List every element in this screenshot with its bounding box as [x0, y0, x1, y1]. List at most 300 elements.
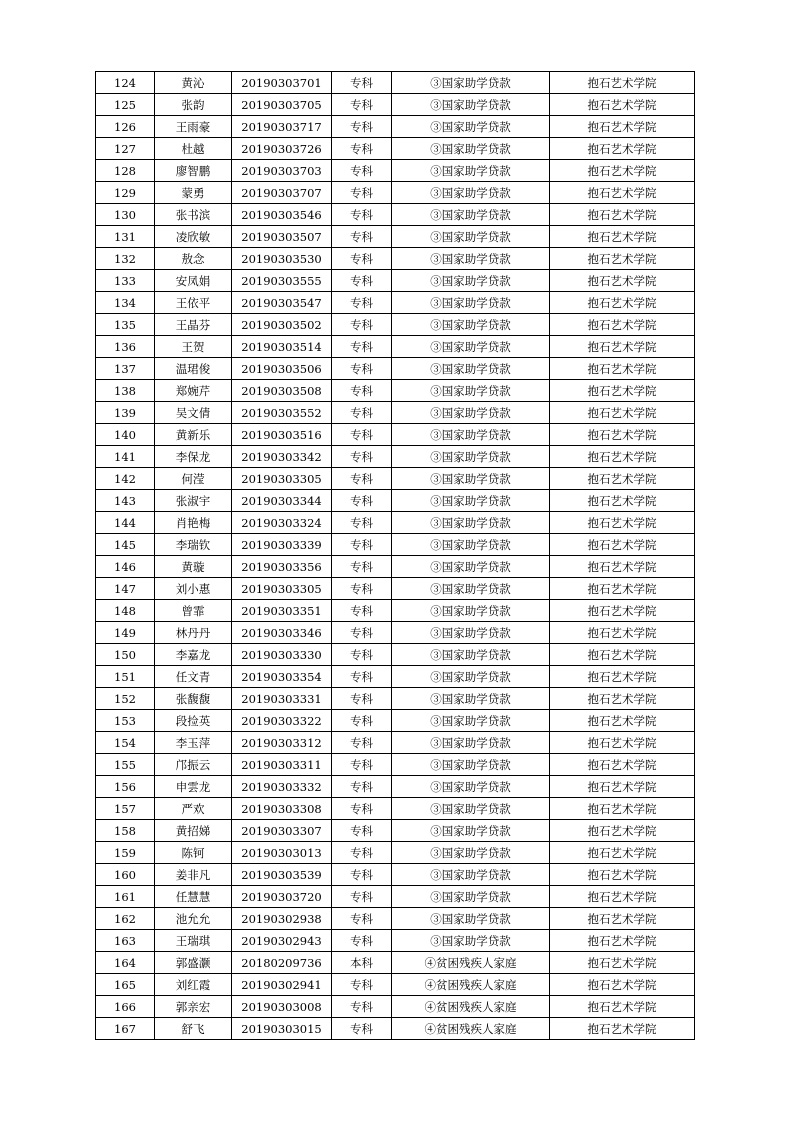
row-number-cell: 130 — [96, 204, 155, 226]
college-cell: 抱石艺术学院 — [550, 622, 695, 644]
aid-category-cell: ③国家助学贷款 — [392, 358, 550, 380]
college-cell: 抱石艺术学院 — [550, 336, 695, 358]
student-name-cell: 李玉萍 — [155, 732, 232, 754]
student-id-cell: 20190303707 — [232, 182, 332, 204]
aid-category-cell: ③国家助学贷款 — [392, 864, 550, 886]
student-name-cell: 黄璇 — [155, 556, 232, 578]
student-id-cell: 20190303331 — [232, 688, 332, 710]
student-id-cell: 20190303344 — [232, 490, 332, 512]
row-number-cell: 163 — [96, 930, 155, 952]
student-name-cell: 黄沁 — [155, 72, 232, 94]
table-row — [96, 842, 695, 864]
degree-level-cell: 专科 — [332, 842, 392, 864]
student-id-cell: 20180209736 — [232, 952, 332, 974]
aid-category-cell: ③国家助学贷款 — [392, 116, 550, 138]
table-row — [96, 688, 695, 710]
student-id-cell: 20190303305 — [232, 468, 332, 490]
college-cell: 抱石艺术学院 — [550, 402, 695, 424]
table-row — [96, 512, 695, 534]
college-cell: 抱石艺术学院 — [550, 732, 695, 754]
row-number-cell: 124 — [96, 72, 155, 94]
degree-level-cell: 专科 — [332, 930, 392, 952]
college-cell: 抱石艺术学院 — [550, 1018, 695, 1040]
student-name-cell: 任文青 — [155, 666, 232, 688]
table-row — [96, 292, 695, 314]
student-name-cell: 陈钶 — [155, 842, 232, 864]
degree-level-cell: 专科 — [332, 292, 392, 314]
row-number-cell: 126 — [96, 116, 155, 138]
college-cell: 抱石艺术学院 — [550, 864, 695, 886]
table-row — [96, 952, 695, 974]
aid-category-cell: ③国家助学贷款 — [392, 424, 550, 446]
student-id-cell: 20190303351 — [232, 600, 332, 622]
row-number-cell: 164 — [96, 952, 155, 974]
table-row — [96, 182, 695, 204]
row-number-cell: 129 — [96, 182, 155, 204]
college-cell: 抱石艺术学院 — [550, 182, 695, 204]
aid-category-cell: ③国家助学贷款 — [392, 886, 550, 908]
student-id-cell: 20190303506 — [232, 358, 332, 380]
student-id-cell: 20190302938 — [232, 908, 332, 930]
degree-level-cell: 专科 — [332, 116, 392, 138]
aid-category-cell: ③国家助学贷款 — [392, 908, 550, 930]
degree-level-cell: 专科 — [332, 908, 392, 930]
college-cell: 抱石艺术学院 — [550, 644, 695, 666]
degree-level-cell: 专科 — [332, 534, 392, 556]
aid-category-cell: ③国家助学贷款 — [392, 644, 550, 666]
student-id-cell: 20190303717 — [232, 116, 332, 138]
aid-category-cell: ③国家助学贷款 — [392, 710, 550, 732]
degree-level-cell: 专科 — [332, 468, 392, 490]
student-id-cell: 20190303330 — [232, 644, 332, 666]
table-row — [96, 600, 695, 622]
student-name-cell: 王雨豪 — [155, 116, 232, 138]
aid-category-cell: ③国家助学贷款 — [392, 930, 550, 952]
student-name-cell: 郭盛灏 — [155, 952, 232, 974]
row-number-cell: 141 — [96, 446, 155, 468]
college-cell: 抱石艺术学院 — [550, 688, 695, 710]
row-number-cell: 151 — [96, 666, 155, 688]
table-row — [96, 798, 695, 820]
aid-category-cell: ③国家助学贷款 — [392, 72, 550, 94]
row-number-cell: 157 — [96, 798, 155, 820]
college-cell: 抱石艺术学院 — [550, 94, 695, 116]
row-number-cell: 154 — [96, 732, 155, 754]
college-cell: 抱石艺术学院 — [550, 930, 695, 952]
college-cell: 抱石艺术学院 — [550, 776, 695, 798]
row-number-cell: 161 — [96, 886, 155, 908]
student-id-cell: 20190303013 — [232, 842, 332, 864]
aid-category-cell: ③国家助学贷款 — [392, 776, 550, 798]
student-name-cell: 舒飞 — [155, 1018, 232, 1040]
student-id-cell: 20190303555 — [232, 270, 332, 292]
student-name-cell: 温珺俊 — [155, 358, 232, 380]
degree-level-cell: 专科 — [332, 644, 392, 666]
degree-level-cell: 专科 — [332, 226, 392, 248]
row-number-cell: 158 — [96, 820, 155, 842]
degree-level-cell: 专科 — [332, 754, 392, 776]
aid-category-cell: ④贫困残疾人家庭 — [392, 952, 550, 974]
degree-level-cell: 专科 — [332, 72, 392, 94]
college-cell: 抱石艺术学院 — [550, 556, 695, 578]
student-id-cell: 20190303324 — [232, 512, 332, 534]
degree-level-cell: 专科 — [332, 864, 392, 886]
row-number-cell: 152 — [96, 688, 155, 710]
aid-category-cell: ③国家助学贷款 — [392, 468, 550, 490]
student-list-table — [95, 71, 695, 1040]
degree-level-cell: 专科 — [332, 710, 392, 732]
student-id-cell: 20190303720 — [232, 886, 332, 908]
student-name-cell: 凌欣敏 — [155, 226, 232, 248]
student-id-cell: 20190303354 — [232, 666, 332, 688]
aid-category-cell: ③国家助学贷款 — [392, 732, 550, 754]
aid-category-cell: ③国家助学贷款 — [392, 270, 550, 292]
student-name-cell: 刘红霞 — [155, 974, 232, 996]
student-id-cell: 20190303502 — [232, 314, 332, 336]
row-number-cell: 144 — [96, 512, 155, 534]
student-name-cell: 郭亲宏 — [155, 996, 232, 1018]
degree-level-cell: 专科 — [332, 314, 392, 336]
aid-category-cell: ③国家助学贷款 — [392, 688, 550, 710]
table-row — [96, 578, 695, 600]
row-number-cell: 149 — [96, 622, 155, 644]
student-id-cell: 20190303508 — [232, 380, 332, 402]
degree-level-cell: 专科 — [332, 248, 392, 270]
student-id-cell: 20190303312 — [232, 732, 332, 754]
student-id-cell: 20190303539 — [232, 864, 332, 886]
student-name-cell: 安凤娟 — [155, 270, 232, 292]
student-id-cell: 20190303008 — [232, 996, 332, 1018]
student-name-cell: 张韵 — [155, 94, 232, 116]
table-row — [96, 666, 695, 688]
degree-level-cell: 专科 — [332, 182, 392, 204]
college-cell: 抱石艺术学院 — [550, 798, 695, 820]
college-cell: 抱石艺术学院 — [550, 380, 695, 402]
aid-category-cell: ③国家助学贷款 — [392, 402, 550, 424]
student-id-cell: 20190303726 — [232, 138, 332, 160]
college-cell: 抱石艺术学院 — [550, 270, 695, 292]
student-name-cell: 蒙勇 — [155, 182, 232, 204]
table-row — [96, 270, 695, 292]
college-cell: 抱石艺术学院 — [550, 424, 695, 446]
aid-category-cell: ③国家助学贷款 — [392, 248, 550, 270]
row-number-cell: 142 — [96, 468, 155, 490]
table-row — [96, 380, 695, 402]
student-id-cell: 20190303356 — [232, 556, 332, 578]
row-number-cell: 159 — [96, 842, 155, 864]
aid-category-cell: ③国家助学贷款 — [392, 842, 550, 864]
student-name-cell: 林丹丹 — [155, 622, 232, 644]
aid-category-cell: ④贫困残疾人家庭 — [392, 974, 550, 996]
college-cell: 抱石艺术学院 — [550, 292, 695, 314]
student-name-cell: 黄招娣 — [155, 820, 232, 842]
aid-category-cell: ③国家助学贷款 — [392, 314, 550, 336]
row-number-cell: 128 — [96, 160, 155, 182]
college-cell: 抱石艺术学院 — [550, 974, 695, 996]
aid-category-cell: ③国家助学贷款 — [392, 754, 550, 776]
aid-category-cell: ③国家助学贷款 — [392, 160, 550, 182]
college-cell: 抱石艺术学院 — [550, 512, 695, 534]
table-row — [96, 820, 695, 842]
college-cell: 抱石艺术学院 — [550, 468, 695, 490]
row-number-cell: 127 — [96, 138, 155, 160]
degree-level-cell: 专科 — [332, 336, 392, 358]
aid-category-cell: ③国家助学贷款 — [392, 512, 550, 534]
row-number-cell: 131 — [96, 226, 155, 248]
aid-category-cell: ③国家助学贷款 — [392, 380, 550, 402]
student-name-cell: 任慧慧 — [155, 886, 232, 908]
row-number-cell: 135 — [96, 314, 155, 336]
table-row — [96, 996, 695, 1018]
student-id-cell: 20190303332 — [232, 776, 332, 798]
table-row — [96, 864, 695, 886]
table-row — [96, 556, 695, 578]
student-name-cell: 曾霏 — [155, 600, 232, 622]
student-id-cell: 20190303346 — [232, 622, 332, 644]
row-number-cell: 137 — [96, 358, 155, 380]
table-row — [96, 314, 695, 336]
aid-category-cell: ③国家助学贷款 — [392, 226, 550, 248]
college-cell: 抱石艺术学院 — [550, 490, 695, 512]
aid-category-cell: ③国家助学贷款 — [392, 600, 550, 622]
table-row — [96, 1018, 695, 1040]
student-name-cell: 王瑞琪 — [155, 930, 232, 952]
student-id-cell: 20190303547 — [232, 292, 332, 314]
degree-level-cell: 专科 — [332, 358, 392, 380]
table-row — [96, 94, 695, 116]
row-number-cell: 134 — [96, 292, 155, 314]
degree-level-cell: 专科 — [332, 666, 392, 688]
aid-category-cell: ③国家助学贷款 — [392, 666, 550, 688]
student-name-cell: 敖念 — [155, 248, 232, 270]
student-id-cell: 20190303530 — [232, 248, 332, 270]
table-row — [96, 534, 695, 556]
college-cell: 抱石艺术学院 — [550, 116, 695, 138]
college-cell: 抱石艺术学院 — [550, 886, 695, 908]
college-cell: 抱石艺术学院 — [550, 908, 695, 930]
student-id-cell: 20190302943 — [232, 930, 332, 952]
college-cell: 抱石艺术学院 — [550, 72, 695, 94]
college-cell: 抱石艺术学院 — [550, 534, 695, 556]
college-cell: 抱石艺术学院 — [550, 820, 695, 842]
college-cell: 抱石艺术学院 — [550, 578, 695, 600]
degree-level-cell: 专科 — [332, 1018, 392, 1040]
row-number-cell: 150 — [96, 644, 155, 666]
student-id-cell: 20190303701 — [232, 72, 332, 94]
row-number-cell: 125 — [96, 94, 155, 116]
row-number-cell: 155 — [96, 754, 155, 776]
student-name-cell: 姜非凡 — [155, 864, 232, 886]
degree-level-cell: 专科 — [332, 446, 392, 468]
table-row — [96, 204, 695, 226]
aid-category-cell: ③国家助学贷款 — [392, 138, 550, 160]
degree-level-cell: 专科 — [332, 578, 392, 600]
degree-level-cell: 专科 — [332, 886, 392, 908]
degree-level-cell: 专科 — [332, 776, 392, 798]
table-row — [96, 72, 695, 94]
table-row — [96, 930, 695, 952]
degree-level-cell: 本科 — [332, 952, 392, 974]
student-name-cell: 张书滨 — [155, 204, 232, 226]
table-row — [96, 974, 695, 996]
table-row — [96, 776, 695, 798]
row-number-cell: 148 — [96, 600, 155, 622]
aid-category-cell: ③国家助学贷款 — [392, 622, 550, 644]
student-name-cell: 李保龙 — [155, 446, 232, 468]
table-row — [96, 644, 695, 666]
aid-category-cell: ③国家助学贷款 — [392, 820, 550, 842]
student-id-cell: 20190303308 — [232, 798, 332, 820]
student-id-cell: 20190302941 — [232, 974, 332, 996]
degree-level-cell: 专科 — [332, 424, 392, 446]
student-id-cell: 20190303342 — [232, 446, 332, 468]
table-row — [96, 248, 695, 270]
student-id-cell: 20190303305 — [232, 578, 332, 600]
row-number-cell: 143 — [96, 490, 155, 512]
degree-level-cell: 专科 — [332, 600, 392, 622]
degree-level-cell: 专科 — [332, 688, 392, 710]
table-row — [96, 468, 695, 490]
degree-level-cell: 专科 — [332, 798, 392, 820]
college-cell: 抱石艺术学院 — [550, 996, 695, 1018]
table-row — [96, 886, 695, 908]
student-name-cell: 段捡英 — [155, 710, 232, 732]
student-name-cell: 王贺 — [155, 336, 232, 358]
student-name-cell: 严欢 — [155, 798, 232, 820]
college-cell: 抱石艺术学院 — [550, 226, 695, 248]
row-number-cell: 136 — [96, 336, 155, 358]
degree-level-cell: 专科 — [332, 270, 392, 292]
table-row — [96, 490, 695, 512]
student-id-cell: 20190303514 — [232, 336, 332, 358]
degree-level-cell: 专科 — [332, 820, 392, 842]
degree-level-cell: 专科 — [332, 380, 392, 402]
aid-category-cell: ③国家助学贷款 — [392, 446, 550, 468]
college-cell: 抱石艺术学院 — [550, 446, 695, 468]
college-cell: 抱石艺术学院 — [550, 314, 695, 336]
college-cell: 抱石艺术学院 — [550, 600, 695, 622]
student-name-cell: 邝振云 — [155, 754, 232, 776]
student-id-cell: 20190303546 — [232, 204, 332, 226]
row-number-cell: 167 — [96, 1018, 155, 1040]
aid-category-cell: ③国家助学贷款 — [392, 336, 550, 358]
degree-level-cell: 专科 — [332, 732, 392, 754]
student-id-cell: 20190303507 — [232, 226, 332, 248]
degree-level-cell: 专科 — [332, 974, 392, 996]
row-number-cell: 147 — [96, 578, 155, 600]
student-id-cell: 20190303703 — [232, 160, 332, 182]
aid-category-cell: ③国家助学贷款 — [392, 578, 550, 600]
student-name-cell: 池允允 — [155, 908, 232, 930]
aid-category-cell: ③国家助学贷款 — [392, 556, 550, 578]
table-row — [96, 908, 695, 930]
degree-level-cell: 专科 — [332, 402, 392, 424]
aid-category-cell: ④贫困残疾人家庭 — [392, 996, 550, 1018]
college-cell: 抱石艺术学院 — [550, 138, 695, 160]
college-cell: 抱石艺术学院 — [550, 204, 695, 226]
college-cell: 抱石艺术学院 — [550, 754, 695, 776]
row-number-cell: 165 — [96, 974, 155, 996]
table-row — [96, 358, 695, 380]
student-name-cell: 张馥馥 — [155, 688, 232, 710]
student-name-cell: 何滢 — [155, 468, 232, 490]
degree-level-cell: 专科 — [332, 94, 392, 116]
row-number-cell: 162 — [96, 908, 155, 930]
student-name-cell: 张淑宇 — [155, 490, 232, 512]
table-row — [96, 160, 695, 182]
college-cell: 抱石艺术学院 — [550, 248, 695, 270]
row-number-cell: 138 — [96, 380, 155, 402]
aid-category-cell: ③国家助学贷款 — [392, 182, 550, 204]
table-row — [96, 446, 695, 468]
aid-category-cell: ③国家助学贷款 — [392, 204, 550, 226]
table-row — [96, 138, 695, 160]
degree-level-cell: 专科 — [332, 204, 392, 226]
row-number-cell: 133 — [96, 270, 155, 292]
table-row — [96, 424, 695, 446]
student-name-cell: 李瑞钦 — [155, 534, 232, 556]
table-row — [96, 710, 695, 732]
row-number-cell: 140 — [96, 424, 155, 446]
table-row — [96, 116, 695, 138]
student-name-cell: 李嘉龙 — [155, 644, 232, 666]
college-cell: 抱石艺术学院 — [550, 160, 695, 182]
aid-category-cell: ③国家助学贷款 — [392, 490, 550, 512]
student-name-cell: 肖艳梅 — [155, 512, 232, 534]
degree-level-cell: 专科 — [332, 138, 392, 160]
student-name-cell: 王依平 — [155, 292, 232, 314]
aid-category-cell: ③国家助学贷款 — [392, 534, 550, 556]
row-number-cell: 139 — [96, 402, 155, 424]
student-name-cell: 廖智鹏 — [155, 160, 232, 182]
student-id-cell: 20190303516 — [232, 424, 332, 446]
student-id-cell: 20190303322 — [232, 710, 332, 732]
table-row — [96, 732, 695, 754]
row-number-cell: 156 — [96, 776, 155, 798]
table-body — [96, 72, 695, 1040]
degree-level-cell: 专科 — [332, 160, 392, 182]
row-number-cell: 153 — [96, 710, 155, 732]
college-cell: 抱石艺术学院 — [550, 842, 695, 864]
degree-level-cell: 专科 — [332, 490, 392, 512]
aid-category-cell: ③国家助学贷款 — [392, 798, 550, 820]
row-number-cell: 132 — [96, 248, 155, 270]
student-id-cell: 20190303311 — [232, 754, 332, 776]
row-number-cell: 146 — [96, 556, 155, 578]
student-name-cell: 刘小惠 — [155, 578, 232, 600]
table-row — [96, 754, 695, 776]
table-row — [96, 226, 695, 248]
degree-level-cell: 专科 — [332, 556, 392, 578]
student-name-cell: 郑婉芹 — [155, 380, 232, 402]
college-cell: 抱石艺术学院 — [550, 710, 695, 732]
row-number-cell: 160 — [96, 864, 155, 886]
aid-category-cell: ③国家助学贷款 — [392, 94, 550, 116]
aid-category-cell: ④贫困残疾人家庭 — [392, 1018, 550, 1040]
aid-category-cell: ③国家助学贷款 — [392, 292, 550, 314]
college-cell: 抱石艺术学院 — [550, 952, 695, 974]
student-id-cell: 20190303015 — [232, 1018, 332, 1040]
student-name-cell: 杜越 — [155, 138, 232, 160]
college-cell: 抱石艺术学院 — [550, 358, 695, 380]
row-number-cell: 166 — [96, 996, 155, 1018]
student-id-cell: 20190303307 — [232, 820, 332, 842]
college-cell: 抱石艺术学院 — [550, 666, 695, 688]
student-name-cell: 王晶芬 — [155, 314, 232, 336]
student-id-cell: 20190303705 — [232, 94, 332, 116]
degree-level-cell: 专科 — [332, 512, 392, 534]
row-number-cell: 145 — [96, 534, 155, 556]
